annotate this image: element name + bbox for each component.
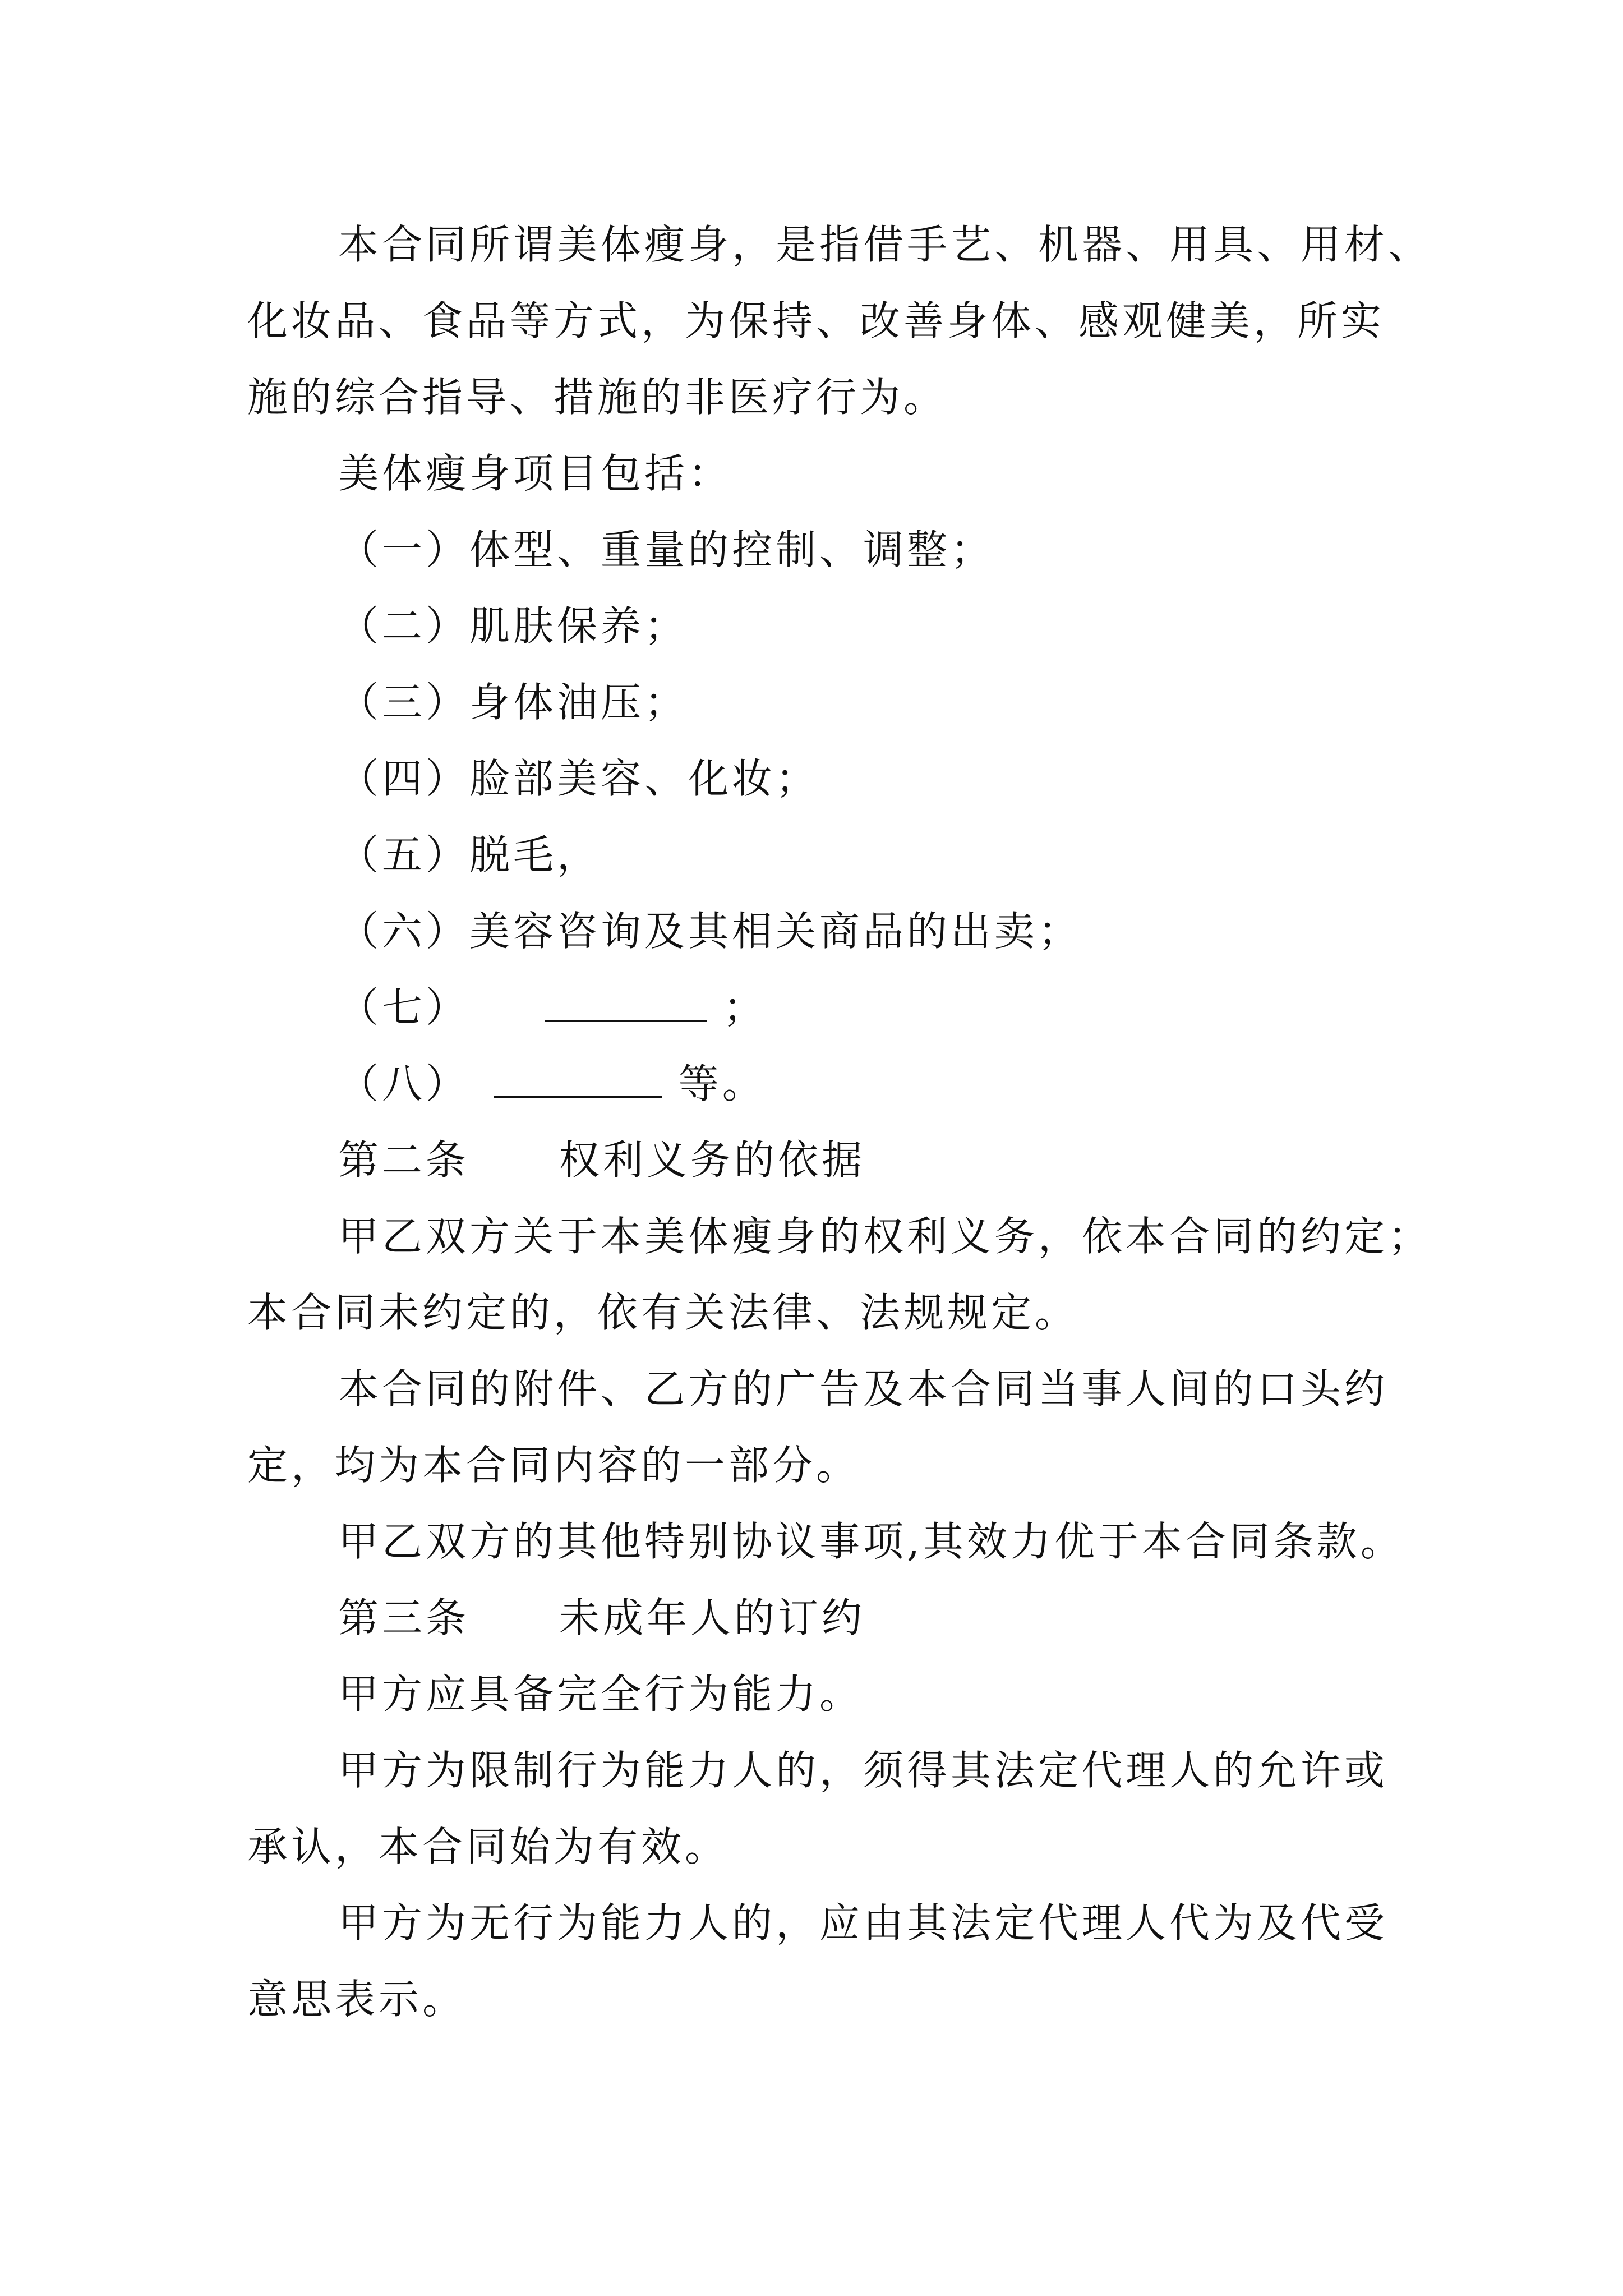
list-item: （三）身体油压； [338,679,689,726]
list-item [338,979,767,1036]
list-item-marker: （七） [338,984,470,1031]
list-item: （四）脸部美容、化妆； [338,755,820,802]
paragraph-line: 美体瘦身项目包括： [338,450,732,497]
fill-in-blank [494,1061,662,1098]
paragraph-line: 化妆品、食品等方式，为保持、改善身体、感观健美，所实 [247,297,1385,344]
list-item: （五）脱毛， [338,831,601,878]
list-item-marker: （八） [338,1060,470,1107]
article-number: 第二条 [338,1137,470,1184]
list-item: （一）体型、重量的控制、调整； [338,526,995,573]
paragraph-line: 意思表示。 [247,1976,467,2023]
paragraph-line: 承认，本合同始为有效。 [247,1823,729,1870]
paragraph-line: 本合同所谓美体瘦身，是指借手艺、机器、用具、用材、 [338,221,1432,268]
article-title: 未成年人的订约 [559,1594,866,1641]
paragraph-line: 本合同的附件、乙方的广告及本合同当事人间的口头约 [338,1365,1389,1412]
paragraph-line: 施的综合指导、措施的非医疗行为。 [247,374,948,421]
paragraph-line: 甲方应具备完全行为能力。 [338,1671,864,1718]
fill-in-blank [545,985,707,1022]
section-heading [338,1132,865,1188]
list-item-suffix: 等。 [678,1060,766,1107]
article-number: 第三条 [338,1594,470,1641]
section-heading [338,1590,865,1646]
article-title: 权利义务的依据 [559,1137,866,1184]
list-item-suffix: ； [723,984,767,1031]
paragraph-line: 甲乙双方关于本美体瘦身的权利义务，依本合同的约定； [338,1213,1432,1260]
paragraph-line: 本合同未约定的，依有关法律、法规规定。 [247,1289,1079,1336]
paragraph-line: 甲乙双方的其他特别协议事项,其效力优于本合同条款。 [338,1518,1404,1565]
paragraph-line: 甲方为限制行为能力人的，须得其法定代理人的允许或 [338,1747,1389,1794]
list-item [338,1056,766,1112]
paragraph-line: 甲方为无行为能力人的，应由其法定代理人代为及代受 [338,1899,1389,1947]
list-item: （六）美容咨询及其相关商品的出卖； [338,908,1082,955]
paragraph-line: 定，均为本合同内容的一部分。 [247,1442,860,1489]
list-item: （二）肌肤保养； [338,602,689,650]
